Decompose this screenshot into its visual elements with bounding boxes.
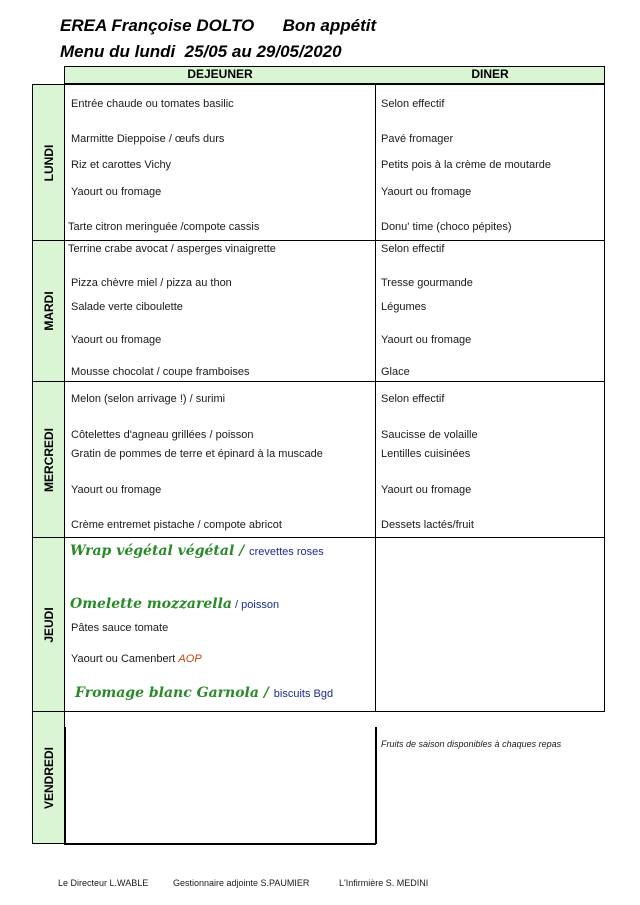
menu-item: Yaourt ou fromage — [381, 186, 472, 198]
menu-item: Yaourt ou fromage — [381, 334, 472, 346]
day-label-lundi: LUNDI — [32, 84, 65, 241]
menu-item: Dessets lactés/fruit — [381, 519, 474, 531]
menu-item: Yaourt ou fromage — [71, 484, 162, 496]
menu-item: Salade verte ciboulette — [71, 301, 183, 313]
menu-item: Pâtes sauce tomate — [71, 622, 169, 634]
menu-item: Pizza chèvre miel / pizza au thon — [71, 277, 232, 289]
menu-item: Gratin de pommes de terre et épinard à la muscade — [71, 448, 323, 460]
menu-item: Wrap végétal végétal / crevettes roses — [70, 543, 324, 559]
day-label-jeudi: JEUDI — [32, 537, 65, 712]
school-title: EREA Françoise DOLTO Bon appétit — [60, 16, 377, 35]
menu-item: Lentilles cuisinées — [381, 448, 471, 460]
menu-item: Tresse gourmande — [381, 277, 473, 289]
menu-item: Yaourt ou fromage — [71, 186, 162, 198]
vendredi-middle-border — [375, 727, 377, 844]
menu-item: Selon effectif — [381, 393, 445, 405]
day-label-mardi: MARDI — [32, 240, 65, 382]
menu-item: Fromage blanc Garnola / biscuits Bgd — [75, 685, 334, 701]
dinner-column-header: DINER — [471, 67, 509, 81]
menu-item: Légumes — [381, 301, 427, 313]
menu-item: Selon effectif — [381, 98, 445, 110]
menu-item: Pavé fromager — [381, 133, 454, 145]
menu-item: Yaourt ou fromage — [71, 334, 162, 346]
footer-director: Le Directeur L.WABLE — [58, 878, 149, 888]
menu-item: Tarte citron meringuée /compote cassis — [68, 221, 260, 233]
menu-item: Terrine crabe avocat / asperges vinaigrette — [68, 243, 276, 255]
menu-item: Donu' time (choco pépites) — [381, 221, 512, 233]
menu-period-title: Menu du lundi 25/05 au 29/05/2020 — [60, 42, 342, 61]
menu-item: Yaourt ou fromage — [381, 484, 472, 496]
menu-item: Selon effectif — [381, 243, 445, 255]
footer-manager: Gestionnaire adjointe S.PAUMIER — [173, 878, 310, 888]
dinner-cell-jeudi — [375, 537, 605, 712]
menu-item: Entrée chaude ou tomates basilic — [71, 98, 234, 110]
menu-item: Petits pois à la crème de moutarde — [381, 159, 551, 171]
vendredi-left-border — [64, 727, 66, 844]
day-label-mercredi: MERCREDI — [32, 381, 65, 538]
menu-item: Côtelettes d'agneau grillées / poisson — [71, 429, 254, 441]
menu-item: Saucisse de volaille — [381, 429, 478, 441]
day-label-vendredi: VENDREDI — [32, 711, 65, 844]
menu-item: Marmitte Dieppoise / œufs durs — [71, 133, 225, 145]
seasonal-fruit-note: Fruits de saison disponibles à chaques repas — [381, 739, 562, 749]
menu-item: Melon (selon arrivage !) / surimi — [71, 393, 226, 405]
menu-item: Yaourt ou Camenbert AOP — [71, 653, 202, 665]
vendredi-bottom-border — [64, 843, 376, 845]
lunch-column-header: DEJEUNER — [187, 67, 253, 81]
footer-nurse: L'Infirmière S. MEDINI — [339, 878, 429, 888]
menu-item: Glace — [381, 366, 410, 378]
menu-item: Riz et carottes Vichy — [71, 159, 172, 171]
menu-item: Mousse chocolat / coupe framboises — [71, 366, 250, 378]
menu-item: Crème entremet pistache / compote abricot — [71, 519, 282, 531]
menu-item: Omelette mozzarella / poisson — [70, 596, 280, 612]
